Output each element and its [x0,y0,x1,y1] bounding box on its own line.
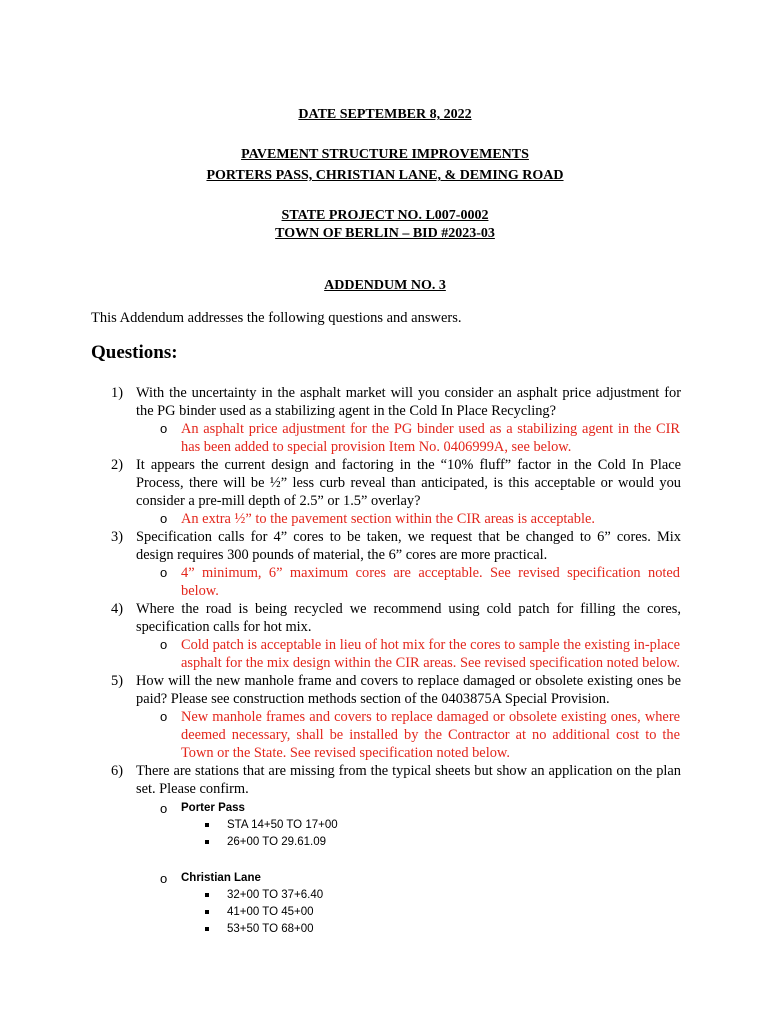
question-1 [0,384,681,420]
location-name: Christian Lane [181,872,261,884]
intro-text: This Addendum addresses the following questions and answers. [91,310,462,326]
question-number: 4) [111,601,123,617]
bullet-icon: o [160,801,168,816]
station-text: 32+00 TO 37+6.40 [227,889,324,901]
answer-text: New manhole frames and covers to replace damaged or obsolete existing ones, where deemed necessary, shall be installed by the Contractor at no additional cost to the Town or the State. See revised specification noted below. [181,709,680,761]
question-5 [0,672,681,708]
station-range [0,887,770,904]
station-range [0,834,770,851]
town-bid-number: TOWN OF BERLIN – BID #2023-03 [275,226,495,241]
question-2 [0,456,681,510]
location-name: Porter Pass [181,802,245,814]
question-3 [0,528,681,564]
question-6 [0,762,681,798]
bullet-icon: o [160,871,168,886]
project-title-1: PAVEMENT STRUCTURE IMPROVEMENTS [241,147,529,162]
station-text: 53+50 TO 68+00 [227,923,314,935]
square-bullet-icon [205,927,209,931]
date-line: DATE SEPTEMBER 8, 2022 [298,107,472,122]
answer-text: An extra ½” to the pavement section within the CIR areas is acceptable. [181,511,595,527]
answer-2 [0,510,680,528]
answer-text: An asphalt price adjustment for the PG binder used as a stabilizing agent in the CIR has been added to special provision Item No. 0406999A, see below. [181,421,680,455]
bullet-icon: o [160,421,168,436]
square-bullet-icon [205,823,209,827]
project-title-2: PORTERS PASS, CHRISTIAN LANE, & DEMING ROAD [206,168,564,183]
bullet-icon: o [160,511,168,526]
answer-1 [0,420,680,456]
question-text: Where the road is being recycled we recommend using cold patch for filling the cores, specification calls for hot mix. [136,601,681,635]
questions-list [0,384,770,938]
station-text: STA 14+50 TO 17+00 [227,819,338,831]
question-number: 5) [111,673,123,689]
question-text: With the uncertainty in the asphalt market will you consider an asphalt price adjustment for the PG binder used as a stabilizing agent in the Cold In Place Recycling? [136,385,681,419]
location-porter-pass [0,800,770,817]
bullet-icon: o [160,565,168,580]
square-bullet-icon [205,840,209,844]
answer-text: Cold patch is acceptable in lieu of hot mix for the cores to sample the existing in-place asphalt for the mix design within the CIR areas. See revised specification noted below. [181,637,681,671]
station-text: 26+00 TO 29.61.09 [227,836,327,848]
station-text: 41+00 TO 45+00 [227,906,314,918]
answer-4 [0,636,680,672]
question-text: How will the new manhole frame and covers to replace damaged or obsolete existing ones be paid? Please see construction methods section of the 0403875A Special Provision. [136,673,681,707]
answer-text: 4” minimum, 6” maximum cores are acceptable. See revised specification noted below. [181,565,680,599]
question-number: 3) [111,529,123,545]
question-4 [0,600,681,636]
answer-3 [0,564,680,600]
answer-5 [0,708,680,762]
station-range [0,817,770,834]
question-number: 2) [111,457,123,473]
question-text: Specification calls for 4” cores to be taken, we request that be changed to 6” cores. Mix design requires 300 pounds of material, the 6” cores are more practical. [136,529,681,563]
square-bullet-icon [205,910,209,914]
question-number: 6) [111,763,123,779]
state-project-number: STATE PROJECT NO. L007-0002 [281,208,489,223]
station-range [0,921,770,938]
question-text: There are stations that are missing from the typical sheets but show an application on the plan set. Please confirm. [136,763,681,797]
station-range [0,904,770,921]
square-bullet-icon [205,893,209,897]
addendum-number: ADDENDUM NO. 3 [324,278,446,293]
questions-heading: Questions: [91,342,178,363]
location-christian-lane [0,870,770,887]
bullet-icon: o [160,709,168,724]
bullet-icon: o [160,637,168,652]
question-number: 1) [111,385,123,401]
question-text: It appears the current design and factoring in the “10% fluff” factor in the Cold In Place Process, there will be ½” less curb reveal than anticipated, is this acceptable or would you consider a pre-mill depth of 2.5” or 1.5” overlay? [136,457,681,509]
